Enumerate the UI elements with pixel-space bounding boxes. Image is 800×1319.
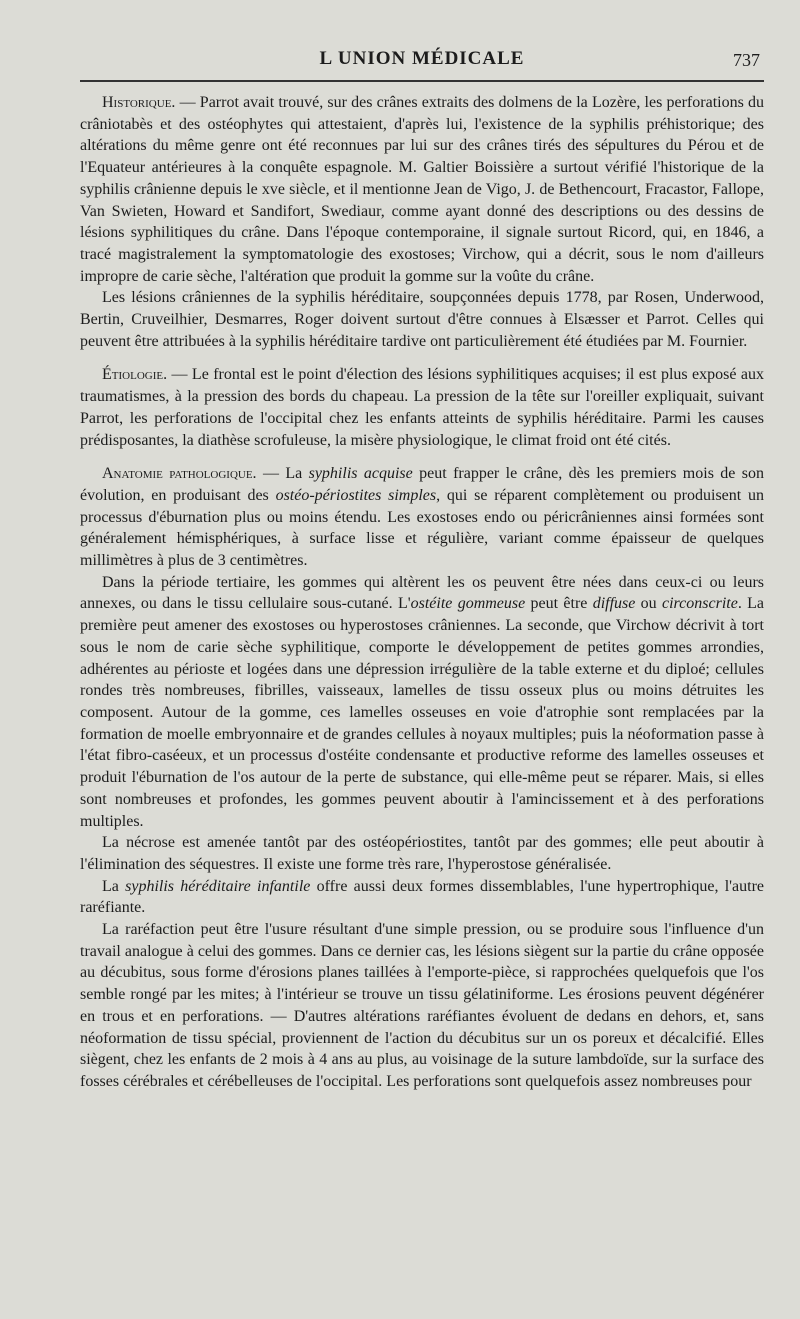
text-run: — Parrot avait trouvé, sur des crânes extraits des dolmens de la Lozère, les perforations du crâniotabès et des ostéophytes qui attestaient, d'après lui, l'existence de la syphilis préhistorique; des altérations du même genre ont été reconnues par lui sur des crânes tirés des sépultures du Pérou et de l'Equateur antérieures à la conquête espagnole. M. Galtier Boissière a surtout vérifié l'historique de la syphilis crânienne depuis le xve siècle, et il mentionne Jean de Vigo, J. de Bethencourt, Fracastor, Fallope, Van Swieten, Howard et Sandifort, Swediaur, comme ayant donné des descriptions ou des dessins de lésions syphilitiques du crâne. Dans l'époque contemporaine, il signale surtout Ricord, qui, en 1846, a tracé magistralement la symptomatologie des exostoses; Virchow, qui a décrit, sous le nom d'ailleurs impropre de carie sèche, l'altération que produit la gomme sur la voûte du crâne. [80, 94, 764, 285]
text-run: peut frapper le crâne, dès les premiers mois de son évolution, en produisant des [80, 465, 765, 504]
paragraph [80, 463, 764, 572]
text-run: — La [256, 465, 309, 483]
page-number: 737 [733, 50, 760, 70]
italic-term: diffuse [592, 595, 636, 613]
italic-term: syphilis acquise [308, 465, 413, 483]
section-heading: Étiologie. [102, 366, 168, 384]
paragraph [80, 572, 764, 832]
italic-term: ostéite gommeuse [410, 595, 526, 613]
paragraph [80, 832, 764, 875]
paragraph [80, 876, 764, 919]
page-header [80, 44, 764, 74]
article-body [80, 92, 764, 1093]
text-run: , qui se réparent complètement ou produisent un processus d'éburnation plus ou moins étendu. Les exostoses endo ou péricrâniennes ainsi formées sont généralement hémisphériques, à surface lisse et régulière, variant comme épaisseur de quelques millimètres à plus de 3 centimètres. [80, 486, 765, 570]
paragraph [80, 919, 764, 1093]
paragraph [80, 92, 764, 287]
text-run: . La première peut amener des exostoses ou hyperostoses crâniennes. La seconde, que Virchow décrivit à tort sous le nom de carie sèche syphilitique, comporte le développement de petites gommes arrondies, adhérentes au périoste et logées dans une dépression irrégulière de la table externe et du diploé; cellules rondes très nombreuses, fibrilles, vaisseaux, lamelles de tissu osseux plus ou moins détruites les composent. Autour de la gomme, ces lamelles osseuses en voie d'atrophie sont remplacées par la formation de moelle embryonnaire et de grandes cellules à noyaux multiples; puis la néoformation passe à l'état fibro-caséeux, et un processus d'ostéite condensante et productive reforme des lamelles osseuses et produit l'éburnation de l'os autour de la perte de substance, qui elle-même peut se réparer. Mais, si elles sont nombreuses et profondes, les gommes peuvent aboutir à l'amincissement et à des perforations multiples. [80, 595, 765, 830]
section-heading: Anatomie pathologique. [102, 465, 257, 483]
text-run: La [102, 877, 126, 895]
text-run: — Le frontal est le point d'élection des lésions syphilitiques acquises; il est plus exposé aux traumatismes, à la pression des bords du chapeau. La pression de la tête sur l'oreiller expliquait, suivant Parrot, les perforations de l'occipital chez les enfants atteints de syphilis héréditaire. Parmi les causes prédisposantes, la diathèse scrofuleuse, la misère physiologique, le climat froid ont été cités. [80, 366, 764, 449]
section-heading: Historique. [102, 94, 176, 111]
text-run: peut être [525, 595, 593, 613]
text-run: Dans la période tertiaire, les gommes qui altèrent les os peuvent être nées dans ceux-ci ou leurs annexes, ou dans le tissu cellulaire sous-cutané. L' [80, 573, 764, 613]
header-rule [80, 80, 764, 82]
text-run: ou [635, 595, 662, 613]
paragraph [80, 364, 764, 451]
text-run: offre aussi deux formes dissemblables, l'une hypertrophique, l'autre raréfiante. [80, 877, 765, 917]
text-run: La nécrose est amenée tantôt par des ostéopériostites, tantôt par des gommes; elle peut aboutir à l'élimination des séquestres. Il existe une forme très rare, l'hyperostose généralisée. [80, 834, 764, 873]
italic-term: syphilis héréditaire infantile [125, 877, 311, 895]
running-title: L UNION MÉDICALE [319, 48, 525, 69]
italic-term: ostéo-périostites simples [275, 486, 437, 504]
text-run: La raréfaction peut être l'usure résultant d'une simple pression, ou se produire sous l'influence d'un travail analogue à celui des gommes. Dans ce dernier cas, les lésions siègent sur la partie du crâne opposée au décubitus, sous forme d'érosions planes taillées à l'emporte-pièce, si rapprochées quelquefois que l'os semble rongé par les mites; à l'intérieur se trouve un tissu gélatiniforme. Les érosions peuvent dégénérer en trous et en perforations. — D'autres altérations raréfiantes évoluent de dedans en dehors, et, sans néoformation de tissu spécial, proviennent de l'action du décubitus sur un os poreux et décalcifié. Elles siègent, chez les enfants de 2 mois à 4 ans au plus, au voisinage de la suture lambdoïde, sur la surface des fosses cérébrales et cérébelleuses de l'occipital. Les perforations sont quelquefois assez nombreuses pour [80, 921, 764, 1090]
paragraph [80, 287, 764, 352]
italic-term: circonscrite [662, 595, 738, 613]
text-run: Les lésions crâniennes de la syphilis héréditaire, soupçonnées depuis 1778, par Rosen, Underwood, Bertin, Cruveilhier, Desmarres, Roger doivent surtout d'être connues à Elsæsser et Parrot. Celles qui peuvent être attribuées à la syphilis héréditaire tardive ont particulièrement été étudiées par M. Fournier. [80, 289, 764, 350]
